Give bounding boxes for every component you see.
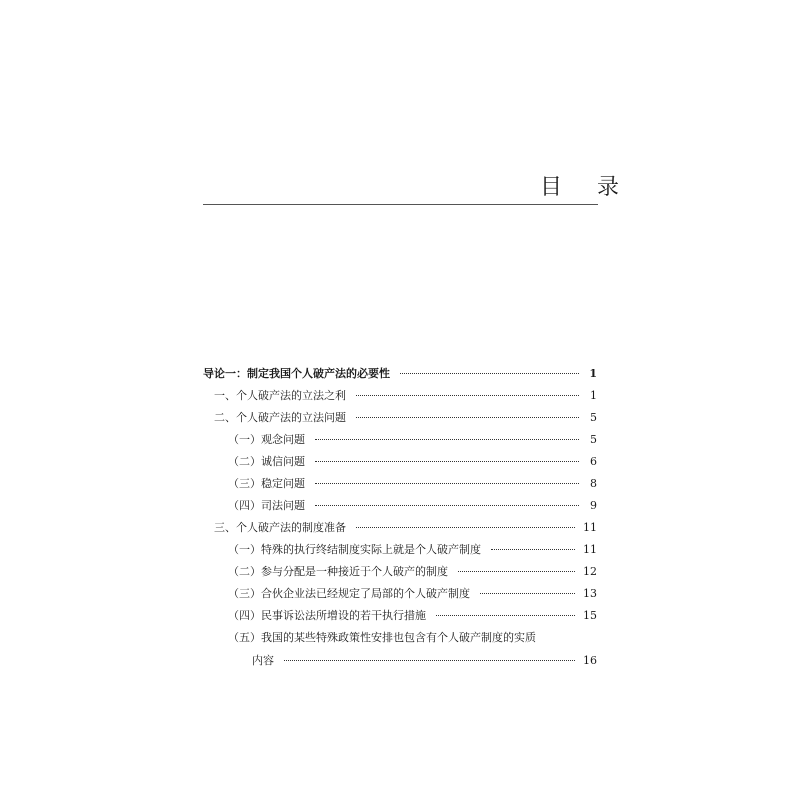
dot-leader	[315, 483, 579, 484]
toc-entry-label: （五）我国的某些特殊政策性安排也包含有个人破产制度的实质	[228, 631, 536, 644]
dot-leader	[284, 660, 575, 661]
toc-page-number: 9	[590, 499, 597, 512]
toc-entry-subsection-3-1[interactable]	[228, 543, 597, 557]
toc-entry-subsection-2-1[interactable]	[228, 433, 597, 447]
dot-leader	[356, 395, 579, 396]
toc-page-number: 15	[583, 609, 597, 622]
toc-entry-subsection-3-5[interactable]	[228, 631, 536, 645]
toc-page-number: 16	[583, 654, 597, 667]
toc-page-number: 1	[590, 389, 597, 402]
toc-entry-label: 内容	[252, 654, 274, 667]
toc-entry-label: （三）稳定问题	[228, 477, 305, 490]
toc-entry-label: （四）民事诉讼法所增设的若干执行措施	[228, 609, 426, 622]
toc-entry-subsection-3-2[interactable]	[228, 565, 597, 579]
toc-entry-label: 二、个人破产法的立法问题	[214, 411, 346, 424]
toc-entry-label: （三）合伙企业法已经规定了局部的个人破产制度	[228, 587, 470, 600]
dot-leader	[315, 505, 579, 506]
toc-page-number: 6	[590, 455, 597, 468]
toc-page-number: 5	[590, 411, 597, 424]
toc-page-number: 8	[590, 477, 597, 490]
toc-entry-subsection-2-4[interactable]	[228, 499, 597, 513]
dot-leader	[315, 461, 579, 462]
toc-page-number: 13	[583, 587, 597, 600]
toc-entry-label: 导论一：制定我国个人破产法的必要性	[203, 367, 390, 380]
toc-entry-subsection-2-2[interactable]	[228, 455, 597, 469]
toc-entry-introduction-1[interactable]	[203, 367, 597, 381]
toc-entry-label: （四）司法问题	[228, 499, 305, 512]
dot-leader	[356, 527, 575, 528]
dot-leader	[356, 417, 579, 418]
toc-entry-section-1[interactable]	[214, 389, 597, 403]
toc-entry-subsection-3-4[interactable]	[228, 609, 597, 623]
toc-page-number: 11	[583, 521, 597, 534]
dot-leader	[491, 549, 575, 550]
toc-entry-label: 一、个人破产法的立法之利	[214, 389, 346, 402]
dot-leader	[436, 615, 575, 616]
toc-entry-subsection-3-5-continued[interactable]	[252, 654, 597, 668]
toc-entry-section-2[interactable]	[214, 411, 597, 425]
toc-entry-section-3[interactable]	[214, 521, 597, 535]
toc-entry-label: （二）参与分配是一种接近于个人破产的制度	[228, 565, 448, 578]
page-title: 目 录	[540, 175, 633, 200]
toc-page-number: 5	[590, 433, 597, 446]
dot-leader	[458, 571, 575, 572]
dot-leader	[400, 373, 579, 374]
toc-page-number: 11	[583, 543, 597, 556]
toc-page-number: 12	[583, 565, 597, 578]
dot-leader	[480, 593, 575, 594]
toc-page-number: 1	[589, 367, 597, 380]
toc-entry-label: （一）观念问题	[228, 433, 305, 446]
toc-entry-label: 三、个人破产法的制度准备	[214, 521, 346, 534]
toc-entry-label: （一）特殊的执行终结制度实际上就是个人破产制度	[228, 543, 481, 556]
toc-entry-label: （二）诚信问题	[228, 455, 305, 468]
toc-entry-subsection-3-3[interactable]	[228, 587, 597, 601]
toc-entry-subsection-2-3[interactable]	[228, 477, 597, 491]
dot-leader	[315, 439, 579, 440]
